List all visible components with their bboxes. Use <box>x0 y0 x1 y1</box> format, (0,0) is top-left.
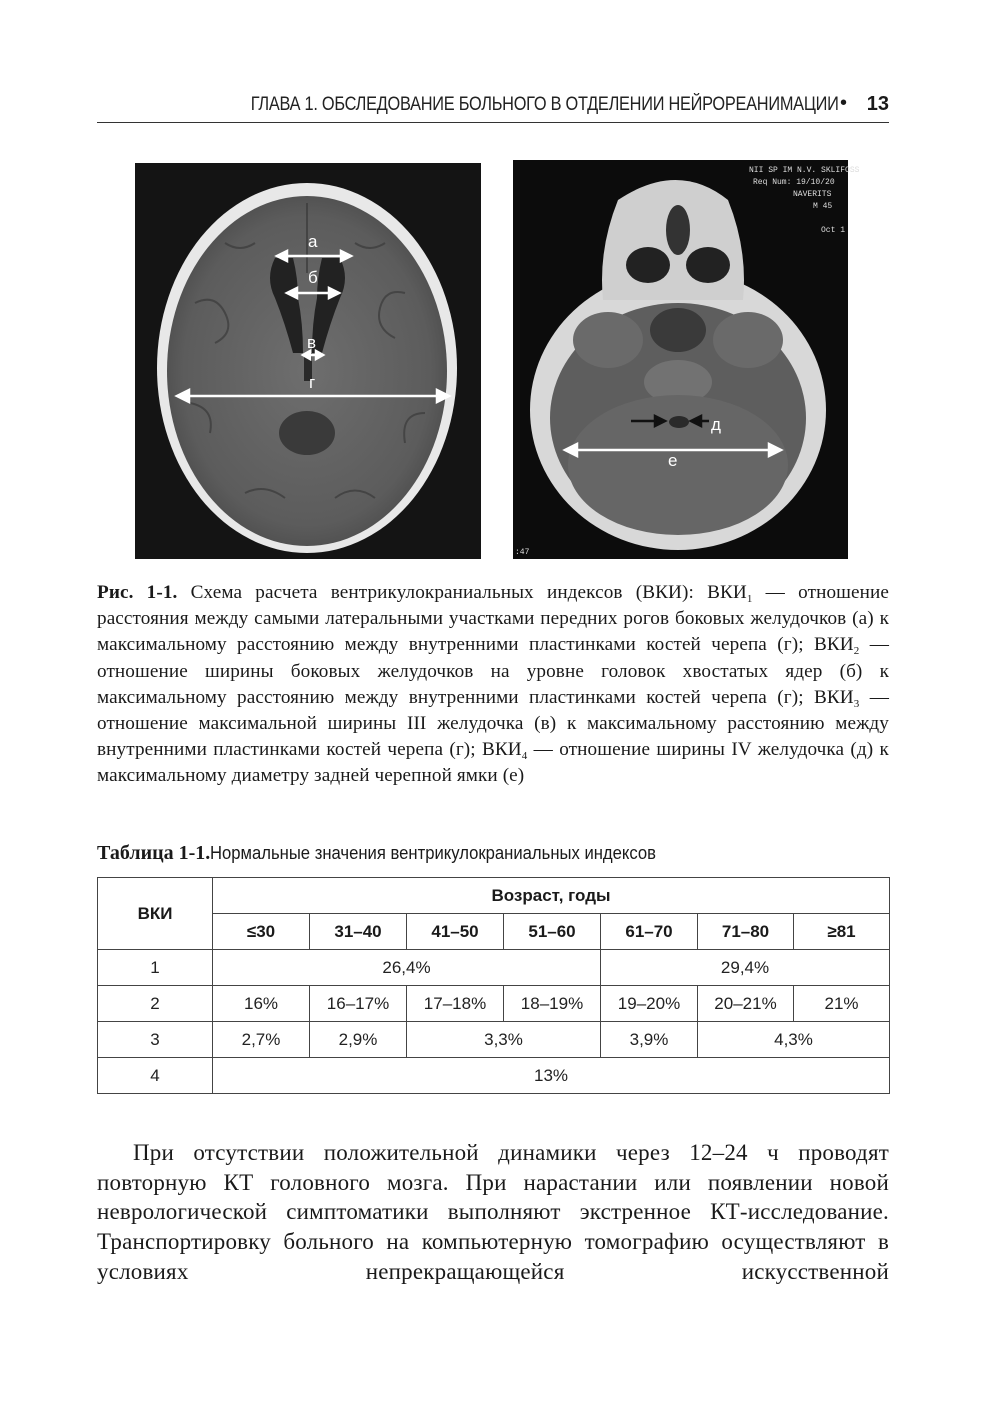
label-a: а <box>308 232 318 251</box>
row-index: 1 <box>98 950 213 986</box>
table-cell: 21% <box>794 986 890 1022</box>
ct-scan-right-image <box>513 160 860 559</box>
table-cell: 16–17% <box>310 986 407 1022</box>
table-cell: 2,9% <box>310 1022 407 1058</box>
table-cell: 26,4% <box>213 950 601 986</box>
ct-scan-axial-ventricles <box>135 163 481 559</box>
label-e: е <box>668 451 678 470</box>
header-bullet: • <box>839 92 847 114</box>
age-group: 61–70 <box>601 914 698 950</box>
table-cell: 19–20% <box>601 986 698 1022</box>
table-cell: 20–21% <box>698 986 794 1022</box>
scan-meta-2: Req Num: 19/10/20 <box>753 178 835 187</box>
body-text <box>97 1138 889 1287</box>
row-index: 3 <box>98 1022 213 1058</box>
paragraph: При отсутствии положительной динамики через 12–24 ч проводят повторную КТ головного мозга. При нарастании или появлении новой неврологической симптоматики выполняют экстренное КТ-исследование. Транспортировку больного на компьютерную томографию осуществляют в условиях непрекращающейся искусственной <box>97 1140 889 1284</box>
table-cell: 18–19% <box>504 986 601 1022</box>
age-group: 41–50 <box>407 914 504 950</box>
table-title-text: Нормальные значения вентрикулокраниальных индексов <box>210 842 657 863</box>
header-vki: ВКИ <box>98 878 213 950</box>
table-cell: 16% <box>213 986 310 1022</box>
scan-meta-4: M 45 <box>813 202 833 211</box>
table-cell: 3,3% <box>407 1022 601 1058</box>
label-v: в <box>307 333 317 352</box>
table-row <box>98 986 890 1022</box>
age-group: 51–60 <box>504 914 601 950</box>
caption-sub-4: 4 <box>521 750 528 763</box>
page-number: 13 <box>866 93 889 115</box>
caption-text-3: — отношение ширины боковых желудочков на уровне головок хвостатых ядер (б) к максимальному расстоянию между внутренними пластинками костей черепа (г); ВКИ <box>97 634 889 708</box>
table-cell: 2,7% <box>213 1022 310 1058</box>
age-group: 31–40 <box>310 914 407 950</box>
table-cell: 29,4% <box>601 950 890 986</box>
row-index: 4 <box>98 1058 213 1094</box>
caption-label: Рис. 1-1. <box>97 582 178 603</box>
scan-corner-time: :47 <box>515 548 530 557</box>
table-row <box>98 1022 890 1058</box>
caption-text-2: — отношение расстояния между самыми латеральными участками передних рогов боковых желудочков (а) к максимальному расстоянию между внутренними пластинками костей черепа (г); ВКИ <box>97 582 889 656</box>
table-title <box>97 842 889 865</box>
scan-meta-5: Oct 1 <box>821 226 846 235</box>
figure-caption <box>97 580 889 790</box>
table-cell: 13% <box>213 1058 890 1094</box>
label-d: д <box>711 415 721 434</box>
age-group: ≤30 <box>213 914 310 950</box>
table-cell: 4,3% <box>698 1022 890 1058</box>
age-group: ≥81 <box>794 914 890 950</box>
row-index: 2 <box>98 986 213 1022</box>
table-cell: 17–18% <box>407 986 504 1022</box>
header-age: Возраст, годы <box>213 878 890 914</box>
chapter-title: ГЛАВА 1. ОБСЛЕДОВАНИЕ БОЛЬНОГО В ОТДЕЛЕНИИ НЕЙРОРЕАНИМАЦИИ <box>251 94 839 115</box>
caption-sub-3: 3 <box>853 697 860 710</box>
table-row <box>98 950 890 986</box>
scan-meta-1: NII SP IM N.V. SKLIFOSS <box>749 166 860 175</box>
table-row <box>98 1058 890 1094</box>
caption-sub-2: 2 <box>853 645 860 658</box>
running-header <box>97 88 889 123</box>
label-b: б <box>308 268 318 287</box>
table-cell: 3,9% <box>601 1022 698 1058</box>
ct-scan-axial-posterior-fossa <box>513 160 860 559</box>
vki-norms-table <box>97 877 890 1094</box>
label-g: г <box>309 373 316 392</box>
ct-scan-left-image <box>135 163 481 559</box>
age-group: 71–80 <box>698 914 794 950</box>
caption-sub-1: 1 <box>746 593 753 605</box>
caption-text-4: — отношение максимальной ширины III желудочка (в) к максимальному расстоянию между внутренними пластинками костей черепа (г); ВКИ <box>97 686 889 761</box>
caption-text-5: — отношение ширины IV желудочка (д) к максимальному диаметру задней черепной ямки (е) <box>97 739 889 787</box>
scan-meta-3: NAVERITS <box>793 190 832 199</box>
caption-text-1: Схема расчета вентрикулокраниальных индексов (ВКИ): ВКИ <box>177 582 747 603</box>
table-label: Таблица 1-1. <box>97 842 211 864</box>
